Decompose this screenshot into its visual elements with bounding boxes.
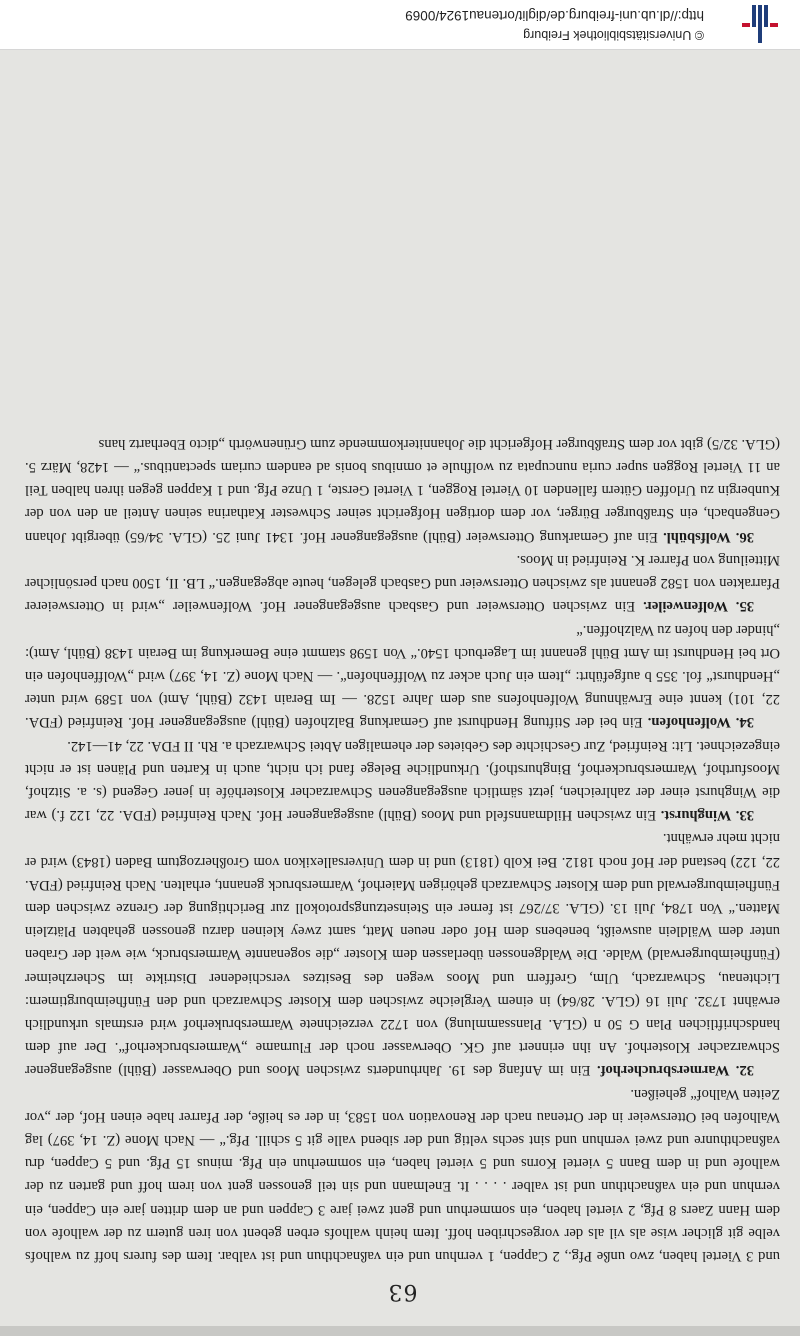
banner-text: [104, 7, 704, 43]
page-edge-strip: [0, 1326, 800, 1336]
page-content: [25, 50, 780, 1326]
paragraph-entry-33: [25, 733, 780, 826]
paragraph-text: Ein im Anfang des 19. Jahrhunderts zwischen Moos und Oberwasser (Bühl) ausgegangener Schwarzacher Klosterhof. An ihn erinnert auf GK. Oberwasser noch der Flurname „Warmersbruckerhof“. Der auf dem handschriftlichen Plan G 50 n (GLA. Planssammlung) von 1722 verzeichnete Warmersbrukerhof wird erstmals urkundlich erwähnt 1732. Juli 16 (GLA. 28/64) in einem Vergleiche zwischen dem Kloster Schwarzach und den Fünfheimburgtimern: Lichtenau, Schwarzach, Ulm, Greffern und Moos wegen des Besitzes verschiedener Distrikte im Scherzheimer (Fünfheimburgerwald) Walde. Die Waldgenossen überlassen dem Kloster „die sogenannte Warmersbruck, wie weit der Graben unter dem Wäldlein ausweißt, benebens dem Hof oder neuen Matt, samt zwey kleinen darzu genossen gehabten Plätzlein Matten.“ Von 1784, Juli 13. (GLA. 37/267 ist ferner ein Steinsetzungsprotokoll zur Berichtigung der Grenze zwischen dem Fünfheimburgerwald und dem Kloster Schwarzach gehörigen Maierhof, Warmersbruck genannt, erhalten. Nach Reinfried (FDA. 22, 122) bestand der Hof noch 1812. Bei Kolb (1813) und in dem Universallexikon vom Großherzogtum Baden (1843) wird er nicht mehr erwähnt.: [25, 830, 780, 1079]
source-url-link[interactable]: http://dl.ub.uni-freiburg.de/diglit/ortenau1924/0069: [405, 8, 704, 23]
entry-heading: 32. Warmersbrucherhof.: [596, 1062, 754, 1079]
scanned-page: [0, 50, 800, 1326]
paragraph-text: Ein auf Gemarkung Ottersweier (Bühl) ausgegangener Hof. 1341 Juni 25. (GLA. 34/65) übergibt Johann Gengenbach, ein Straßburger Bürger, vor dem dortigen Hofgericht seiner Schwester Katharina seinen Anteil an den von der Kunbergin zu Urloffen Gütern fallenden 10 Viertel Roggen, 1 Viertel Gerste, 1 Unze Pfg. und 1 Kappen gegen ihren halben Teil an 11 Viertel Roggen super curia nuncupata zu wolfhule et omnibus bonis ad eandem curiam spectantibus.“ — 1428, März 5. (GLA. 32/5) gibt vor dem Straßburger Hofgericht die Johanniterkommende zum Grünenwörth „dicto Eberhartz hans: [25, 435, 780, 545]
paragraph-text: Ein zwischen Hildmannsfeld und Moos (Bühl) ausgegangener Hof. Nach Reinfried (FDA. 22, 122 f.) war die Winghurst einer der zahlreichen, jetzt sämtlich ausgegangenen Schwarzacher Klosterhöfe in jener Gegend (s. a. Sitzhof, Moosfurthof, Warmersbruckerhof, Binghursthof). Urkundliche Belege fand ich nicht, auch in Karten und Plänen ist er nicht eingezeichnet. Lit: Reinfried, Zur Geschichte des Gebietes der ehemaligen Abtei Schwarzach a. Rh. II FDA. 22, 41—142.: [24, 737, 780, 824]
library-logo-icon: [740, 5, 780, 43]
entry-heading: 34. Wolfenhofen.: [647, 714, 754, 731]
library-banner: [0, 0, 800, 50]
entry-heading: 36. Wolfsbühl.: [663, 528, 754, 545]
paragraph-continuation: [25, 1081, 780, 1267]
paragraph-entry-34: [25, 617, 780, 733]
paragraph-entry-36: [25, 432, 780, 548]
paragraph-text: Ein bei der Stiftung Hendhurst auf Gemarkung Balzhofen (Bühl) ausgegangener Hof. Reinfried (FDA. 22, 101) kennt eine Erwähnung Wolfenhofens aus dem Jahre 1528. — Im Berain 1432 (Bühl, Amt) von 1589 wird unter „Hendhurst“ fol. 355 b aufgeführt: „Item ein Juch acker zu Wolffenhofen“. — Nach Mone (Z. 14, 397) wird „Wolffenhofen ein Ort bei Hendhurst im Amt Bühl genannt im Lagerbuch 1540.“ Von 1598 stammt eine Bemerkung im Berain 1438 (Bühl, Amt): „hinder den hofen zu Walzhoffen.“: [25, 621, 780, 731]
paragraph-entry-35: [25, 548, 780, 618]
entry-heading: 35. Wolfenweiler.: [643, 598, 754, 615]
body-text: [25, 432, 780, 1267]
paragraph-text: Ein zwischen Ottersweier und Gasbach ausgegangener Hof. Wolfenweiler „wird in Ottersweierer Pfarrakten von 1582 genannt als zwischen Ottersweier und Gasbach gelegen, heute abgegangen.“ LB. II, 1500 nach persönlicher Mitteilung von Pfarrer K. Reinfried in Moos.: [25, 551, 780, 615]
paragraph-entry-32: [25, 826, 780, 1081]
entry-heading: 33. Winghurst.: [660, 807, 754, 824]
paragraph-text: und 3 Viertel haben, zwo unße Pfg., 2 Cappen, 1 vernhun und ein vaßnachthun und ist valbar. Item des furers hoff zu walhofs velbe git glicher wise als vil als der vorgeschriben hoff. Item heinh walhofs erben gebent von iren gutern zu der walhofe von dem Hann Zaers 8 Pfg, 2 viertel haben, ein sommerhun und gent zwei jare 3 Cappen und an dem dritten jare ein Cappen, ein vernhun und ein vaßnachthun und ist valber . . . . It. Enelmann und sin teil genossen gent von irem hoff und garten zu der walhofe und in dem Bann 5 viertel Korns und 5 viertel haben, ein sommerhun ein Pfg. minus 15 Pfg. und 5 Cappen, dru vaßnachthunre und zwei vernhun und sint sechs veltig und der sibend valle git 5 schill. Pfg.“ — Nach Mone (Z. 14, 397) lag Walhofen bei Ottersweier in der Ortenau nach der Renovation von 1583, in der es heiße, der Pfarrer habe einen Hof, der „vor Zeiten Walhof“ geheißen.: [25, 1085, 780, 1264]
copyright-notice: © Universitätsbibliothek Freiburg: [523, 28, 704, 42]
page-number: 63: [387, 1279, 418, 1304]
